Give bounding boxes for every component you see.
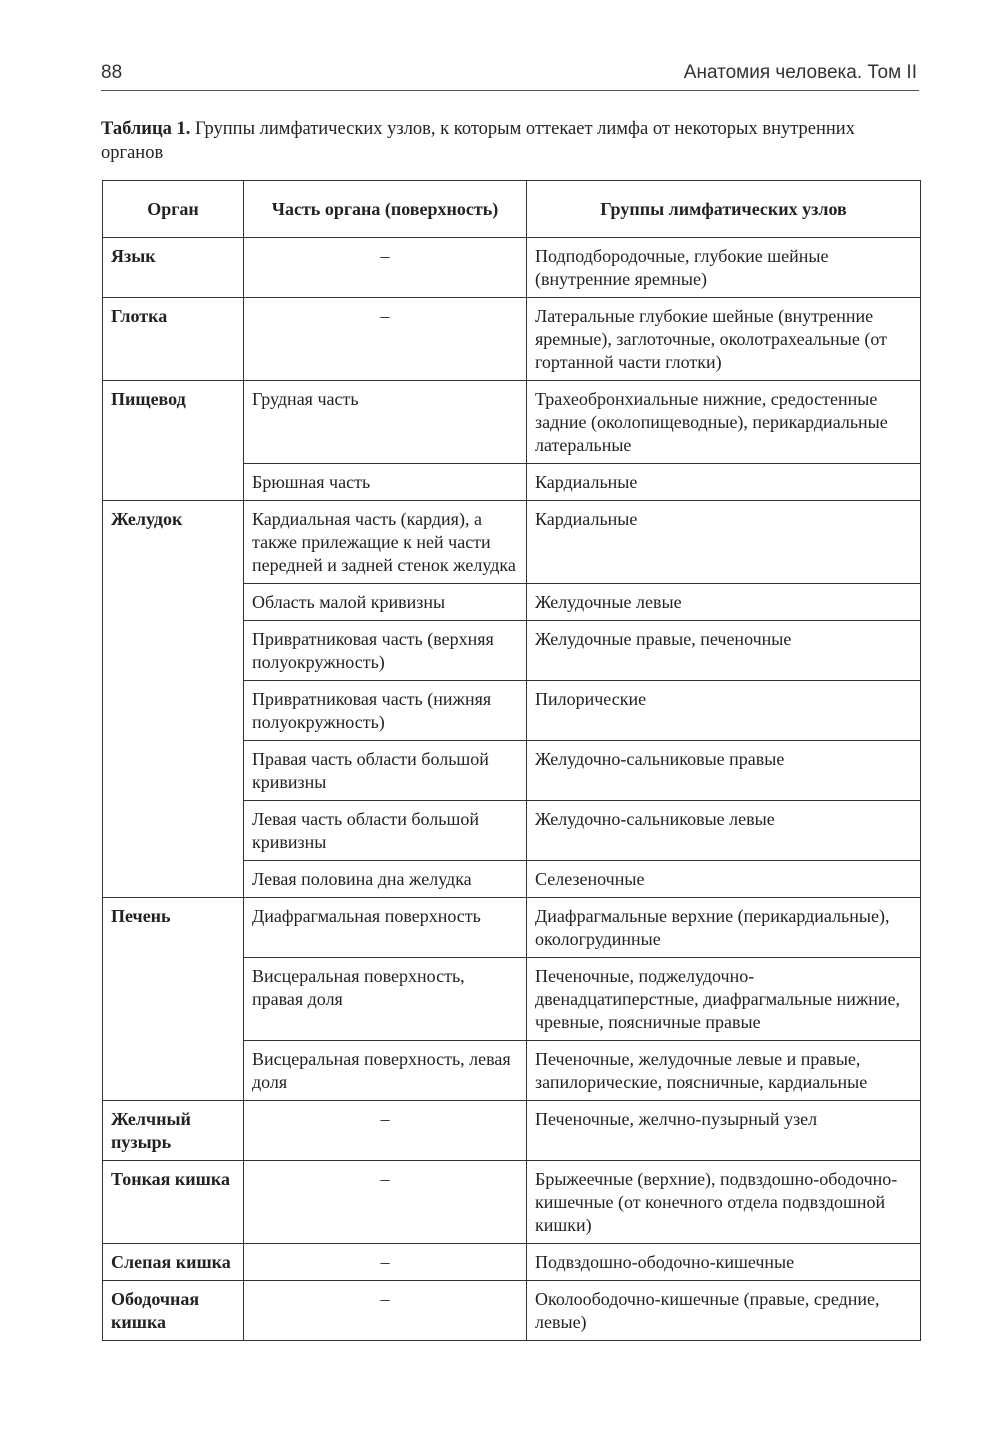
organ-part-cell: Грудная часть bbox=[244, 381, 527, 464]
lymph-nodes-cell: Кардиальные bbox=[527, 501, 921, 584]
table-row bbox=[103, 501, 921, 584]
page-header bbox=[101, 60, 919, 91]
organ-part-cell: – bbox=[244, 1161, 527, 1244]
page-number: 88 bbox=[101, 62, 123, 83]
organ-part-cell: Правая часть области большой кривизны bbox=[244, 741, 527, 801]
organ-cell: Слепая кишка bbox=[103, 1244, 244, 1281]
lymph-nodes-cell: Подподбородочные, глубокие шейные (внутренние яремные) bbox=[527, 238, 921, 298]
organ-part-cell: – bbox=[244, 1281, 527, 1341]
lymph-nodes-cell: Желудочно-сальниковые левые bbox=[527, 801, 921, 861]
lymph-nodes-cell: Трахеобронхиальные нижние, средостенные задние (околопищеводные), перикардиальные латеральные bbox=[527, 381, 921, 464]
lymph-nodes-cell: Желудочно-сальниковые правые bbox=[527, 741, 921, 801]
organ-part-cell: Привратниковая часть (нижняя полуокружность) bbox=[244, 681, 527, 741]
table-row bbox=[103, 1161, 921, 1244]
organ-part-cell: Кардиальная часть (кардия), а также прилежащие к ней части передней и задней стенок желудка bbox=[244, 501, 527, 584]
book-title: Анатомия человека. Том II bbox=[683, 62, 917, 83]
lymph-nodes-cell: Печеночные, желчно-пузырный узел bbox=[527, 1101, 921, 1161]
lymph-nodes-cell: Желудочные левые bbox=[527, 584, 921, 621]
column-header-organ: Орган bbox=[103, 181, 244, 238]
lymph-nodes-cell: Подвздошно-ободочно-кишечные bbox=[527, 1244, 921, 1281]
organ-part-cell: – bbox=[244, 1101, 527, 1161]
lymph-nodes-cell: Желудочные правые, печеночные bbox=[527, 621, 921, 681]
table-row bbox=[103, 238, 921, 298]
table-header-row bbox=[103, 181, 921, 238]
organ-part-cell: Область малой кривизны bbox=[244, 584, 527, 621]
lymph-nodes-cell: Латеральные глубокие шейные (внутренние яремные), заглоточные, околотрахеальные (от гортанной части глотки) bbox=[527, 298, 921, 381]
organ-cell: Язык bbox=[103, 238, 244, 298]
organ-cell: Тонкая кишка bbox=[103, 1161, 244, 1244]
organ-part-cell: – bbox=[244, 1244, 527, 1281]
organ-cell: Глотка bbox=[103, 298, 244, 381]
lymph-nodes-cell: Кардиальные bbox=[527, 464, 921, 501]
table-row bbox=[103, 1101, 921, 1161]
organ-part-cell: Висцеральная поверхность, левая доля bbox=[244, 1041, 527, 1101]
organ-part-cell: – bbox=[244, 298, 527, 381]
table-row bbox=[103, 1244, 921, 1281]
lymph-nodes-table bbox=[102, 180, 921, 1341]
table-row bbox=[103, 381, 921, 464]
organ-part-cell: Висцеральная поверхность, правая доля bbox=[244, 958, 527, 1041]
organ-cell: Печень bbox=[103, 898, 244, 1101]
lymph-nodes-cell: Брыжеечные (верхние), подвздошно-ободочно-кишечные (от конечного отдела подвздошной кишки) bbox=[527, 1161, 921, 1244]
organ-part-cell: Левая половина дна желудка bbox=[244, 861, 527, 898]
organ-part-cell: Левая часть области большой кривизны bbox=[244, 801, 527, 861]
lymph-nodes-cell: Околоободочно-кишечные (правые, средние, левые) bbox=[527, 1281, 921, 1341]
organ-part-cell: Диафрагмальная поверхность bbox=[244, 898, 527, 958]
table-row bbox=[103, 298, 921, 381]
lymph-nodes-cell: Пилорические bbox=[527, 681, 921, 741]
lymph-nodes-cell: Селезеночные bbox=[527, 861, 921, 898]
table-body bbox=[103, 238, 921, 1341]
organ-part-cell: Привратниковая часть (верхняя полуокружность) bbox=[244, 621, 527, 681]
lymph-nodes-cell: Печеночные, поджелудочно-двенадцатиперстные, диафрагмальные нижние, чревные, поясничные правые bbox=[527, 958, 921, 1041]
table-row bbox=[103, 1281, 921, 1341]
organ-part-cell: – bbox=[244, 238, 527, 298]
lymph-nodes-cell: Печеночные, желудочные левые и правые, запилорические, поясничные, кардиальные bbox=[527, 1041, 921, 1101]
organ-cell: Желудок bbox=[103, 501, 244, 898]
column-header-part: Часть органа (поверхность) bbox=[244, 181, 527, 238]
organ-part-cell: Брюшная часть bbox=[244, 464, 527, 501]
lymph-nodes-cell: Диафрагмальные верхние (перикардиальные), окологрудинные bbox=[527, 898, 921, 958]
table-caption bbox=[101, 117, 919, 165]
column-header-nodes: Группы лимфатических узлов bbox=[527, 181, 921, 238]
organ-cell: Ободочная кишка bbox=[103, 1281, 244, 1341]
caption-label: Таблица 1. bbox=[101, 119, 191, 139]
caption-text: Группы лимфатических узлов, к которым оттекает лимфа от некоторых внутренних органов bbox=[101, 119, 855, 163]
organ-cell: Желчный пузырь bbox=[103, 1101, 244, 1161]
table-row bbox=[103, 898, 921, 958]
organ-cell: Пищевод bbox=[103, 381, 244, 501]
